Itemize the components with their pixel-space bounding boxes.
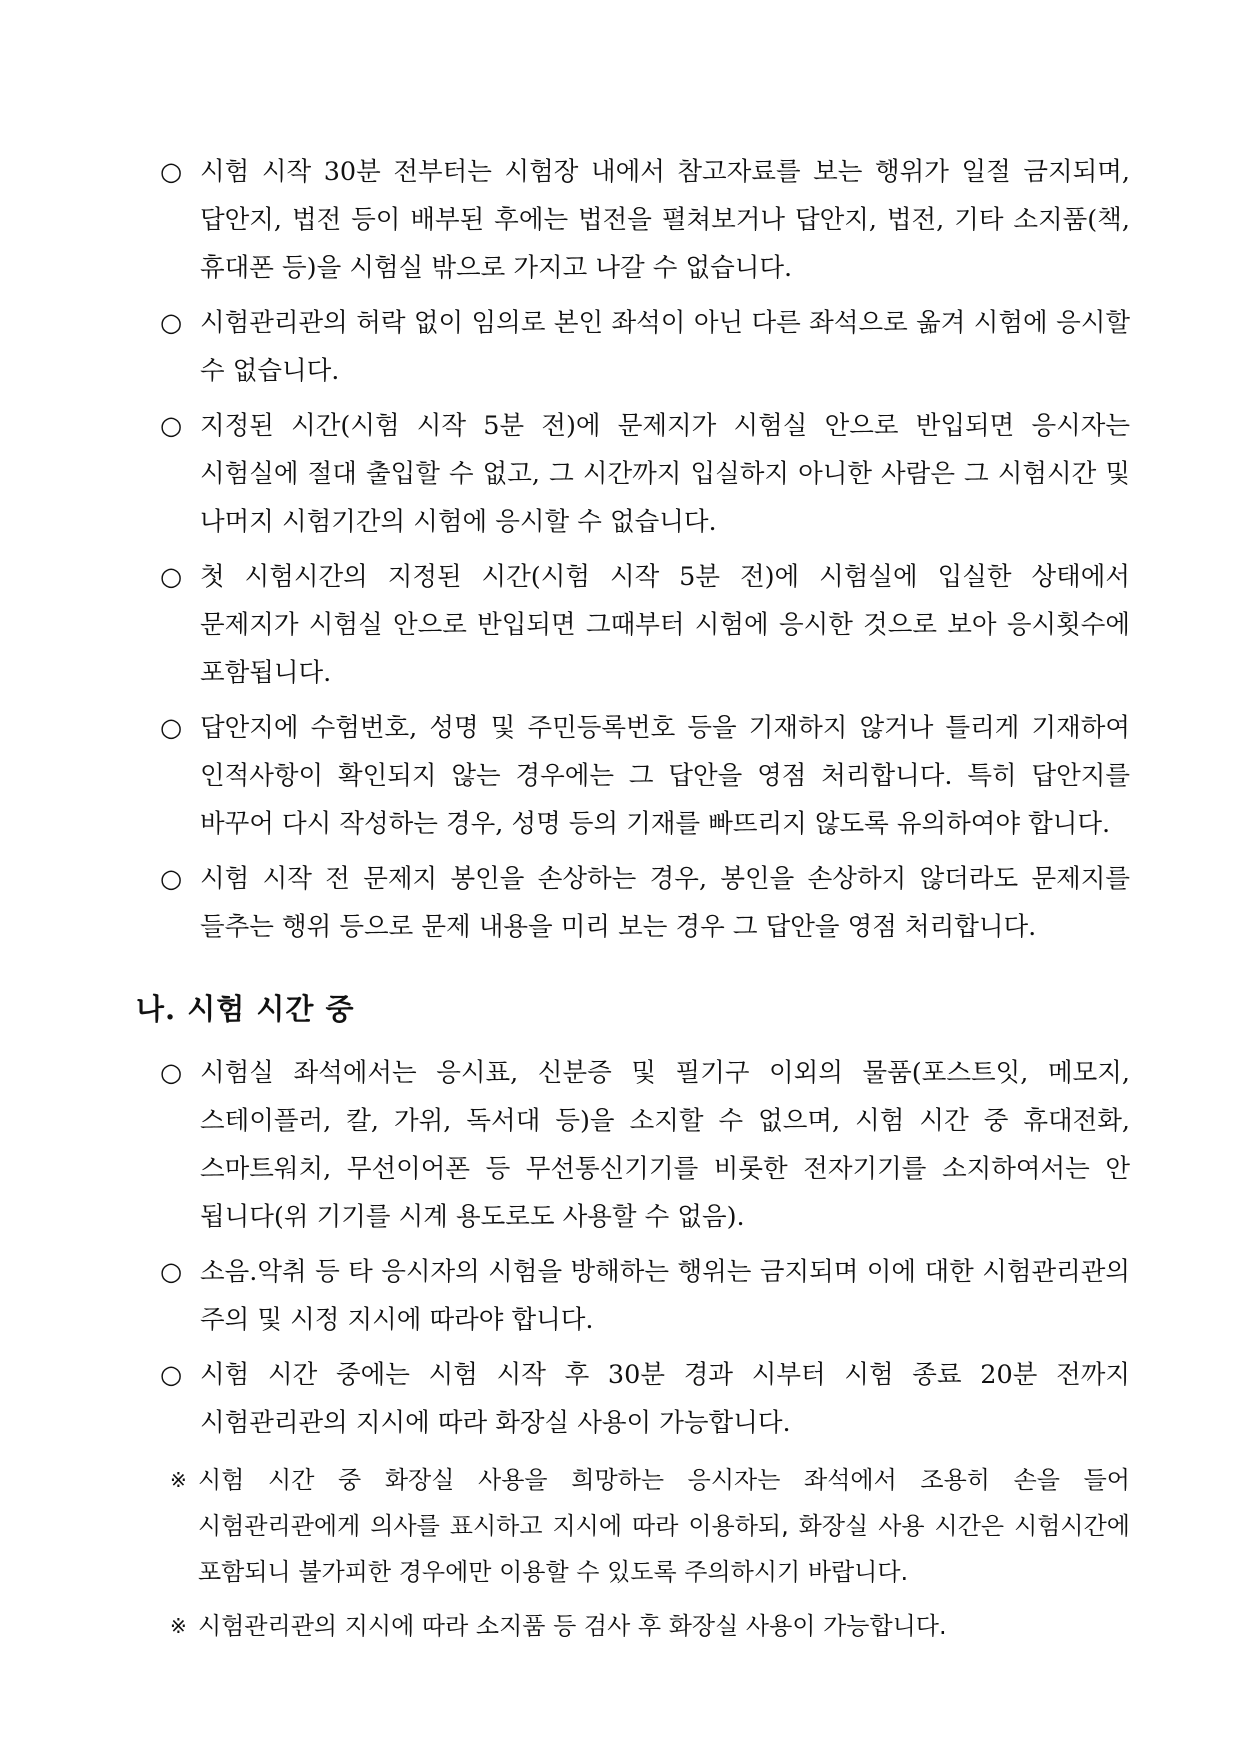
rule-item xyxy=(160,299,1130,395)
note-text: 시험관리관의 지시에 따라 소지품 등 검사 후 화장실 사용이 가능합니다. xyxy=(198,1612,947,1640)
rule-item xyxy=(160,402,1130,546)
rule-text: 첫 시험시간의 지정된 시간(시험 시작 5분 전)에 시험실에 입실한 상태에서 문제지가 시험실 안으로 반입되면 그때부터 시험에 응시한 것으로 보아 응시횟수에 포함됩니다. xyxy=(200,562,1130,688)
rule-text: 시험 시작 전 문제지 봉인을 손상하는 경우, 봉인을 손상하지 않더라도 문제지를 들추는 행위 등으로 문제 내용을 미리 보는 경우 그 답안을 영점 처리합니다. xyxy=(200,864,1130,942)
rule-text: 시험실 좌석에서는 응시표, 신분증 및 필기구 이외의 물품(포스트잇, 메모지, 스테이플러, 칼, 가위, 독서대 등)을 소지할 수 없으며, 시험 시간 중 휴대전화, 스마트워치, 무선이어폰 등 무선통신기기를 비롯한 전자기기를 소지하여서는 안 됩니다(위 기기를 시계 용도로도 사용할 수 없음). xyxy=(200,1058,1130,1232)
bullet-circle-icon: ○ xyxy=(160,308,183,338)
bullet-circle-icon: ○ xyxy=(160,1257,183,1287)
bullet-circle-icon: ○ xyxy=(160,1058,183,1088)
rule-item xyxy=(160,553,1130,697)
bullet-circle-icon: ○ xyxy=(160,1360,183,1390)
note-text: 시험 시간 중 화장실 사용을 희망하는 응시자는 좌석에서 조용히 손을 들어 시험관리관에게 의사를 표시하고 지시에 따라 이용하되, 화장실 사용 시간은 시험시간에 포함되니 불가피한 경우에만 이용할 수 있도록 주의하시기 바랍니다. xyxy=(198,1466,1130,1586)
reference-mark-icon: ※ xyxy=(170,1468,187,1492)
bullet-circle-icon: ○ xyxy=(160,713,183,743)
rule-item xyxy=(160,148,1130,292)
note-item xyxy=(160,1457,1130,1595)
rule-item xyxy=(160,1049,1130,1241)
rule-item xyxy=(160,1351,1130,1447)
reference-mark-icon: ※ xyxy=(170,1614,187,1638)
note-item xyxy=(160,1603,1130,1649)
rule-text: 시험 시간 중에는 시험 시작 후 30분 경과 시부터 시험 종료 20분 전까지 시험관리관의 지시에 따라 화장실 사용이 가능합니다. xyxy=(200,1360,1130,1438)
rule-text: 시험관리관의 허락 없이 임의로 본인 좌석이 아닌 다른 좌석으로 옮겨 시험에 응시할 수 없습니다. xyxy=(200,308,1130,386)
rule-text: 답안지에 수험번호, 성명 및 주민등록번호 등을 기재하지 않거나 틀리게 기재하여 인적사항이 확인되지 않는 경우에는 그 답안을 영점 처리합니다. 특히 답안지를 바꾸어 다시 작성하는 경우, 성명 등의 기재를 빠뜨리지 않도록 유의하여야 합니다. xyxy=(200,713,1130,839)
bullet-circle-icon: ○ xyxy=(160,562,183,592)
rule-item xyxy=(160,855,1130,951)
bullet-circle-icon: ○ xyxy=(160,864,183,894)
bullet-circle-icon: ○ xyxy=(160,157,183,187)
rule-item xyxy=(160,704,1130,848)
section-heading: 나. 시험 시간 중 xyxy=(136,992,355,1026)
rule-text: 시험 시작 30분 전부터는 시험장 내에서 참고자료를 보는 행위가 일절 금지되며, 답안지, 법전 등이 배부된 후에는 법전을 펼쳐보거나 답안지, 법전, 기타 소지품(책, 휴대폰 등)을 시험실 밖으로 가지고 나갈 수 없습니다. xyxy=(200,157,1130,283)
bullet-circle-icon: ○ xyxy=(160,411,183,441)
rule-text: 소음.악취 등 타 응시자의 시험을 방해하는 행위는 금지되며 이에 대한 시험관리관의 주의 및 시정 지시에 따라야 합니다. xyxy=(200,1257,1130,1335)
rule-item xyxy=(160,1248,1130,1344)
rule-text: 지정된 시간(시험 시작 5분 전)에 문제지가 시험실 안으로 반입되면 응시자는 시험실에 절대 출입할 수 없고, 그 시간까지 입실하지 아니한 사람은 그 시험시간 및 나머지 시험기간의 시험에 응시할 수 없습니다. xyxy=(200,411,1130,537)
document-body xyxy=(136,148,1130,1657)
